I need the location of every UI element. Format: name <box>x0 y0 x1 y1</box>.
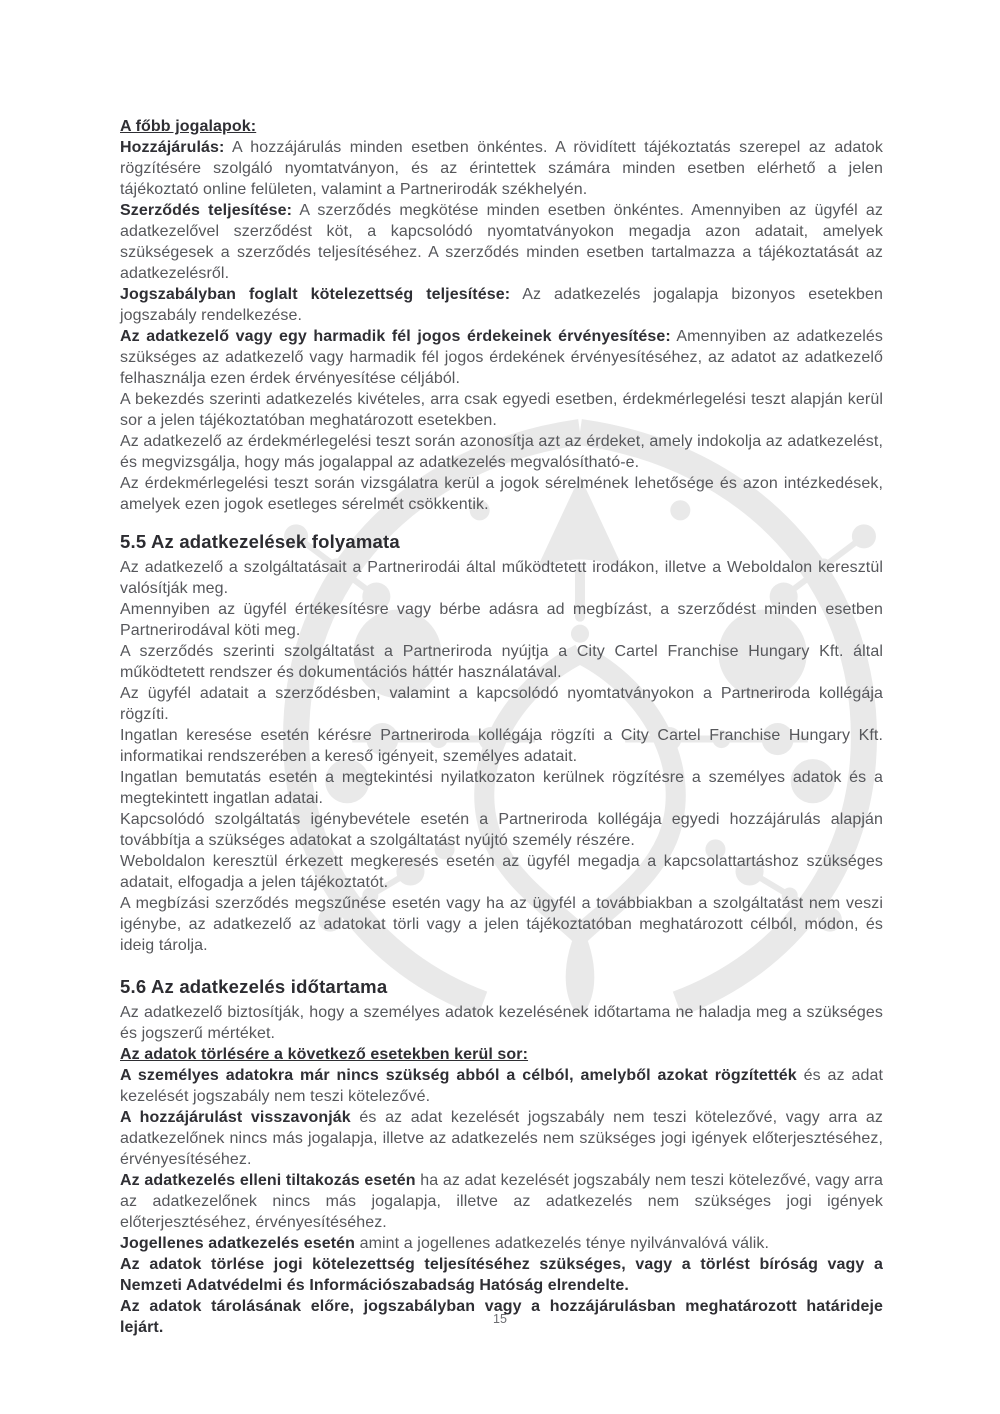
paragraph-text: Amennyiben az ügyfél értékesítésre vagy bérbe adásra ad megbízást, a szerződést minden esetben Partnerirodával köti meg. <box>120 601 883 639</box>
paragraph-text: ha az adat kezelését jogszabály nem teszi kötelezővé, vagy arra az adatkezelőnek nincs más jogalapja, illetve az adatkezelés nem szükséges jogi igények előterjesztéséhez, érvényesítéséhez. <box>120 1172 883 1231</box>
paragraph-text: és az adat kezelését jogszabály nem teszi kötelezővé, vagy arra az adatkezelőnek nincs más jogalapja, illetve az adatkezelés nem szükséges jogi igények előterjesztéséhez, érvényesítéséhez. <box>120 1109 883 1168</box>
paragraph <box>120 431 883 473</box>
paragraph-lead: A hozzájárulást visszavonják <box>120 1109 351 1126</box>
paragraph-lead: Jogellenes adatkezelés esetén <box>120 1235 356 1252</box>
paragraph <box>120 137 883 200</box>
paragraph <box>120 557 883 599</box>
paragraph-lead: Az adatkezelés elleni tiltakozás esetén <box>120 1172 416 1189</box>
paragraph-text: és az adat kezelését jogszabály nem teszi kötelezővé. <box>120 1067 883 1105</box>
paragraph-text: Amennyiben az adatkezelés szükséges az adatkezelő vagy harmadik fél jogos érdekének érvényesítéséhez, az adatot az adatkezelő felhasználja ezen érdek érvényesítése céljából. <box>120 328 883 387</box>
paragraph <box>120 1170 883 1233</box>
paragraph <box>120 683 883 725</box>
paragraph-lead: A személyes adatokra már nincs szükség abból a célból, amelyből azokat rögzítették <box>120 1067 797 1084</box>
paragraph-text: Az adatkezelő a szolgáltatásait a Partnerirodái által működtetett irodákon, illetve a Weboldalon keresztül valósítják meg. <box>120 559 883 597</box>
paragraph <box>120 284 883 326</box>
paragraph-lead: Az adatok törlése jogi kötelezettség teljesítéséhez szükséges, vagy a törlést bíróság vagy a Nemzeti Adatvédelmi és Információszabadság Hatóság elrendelte. <box>120 1256 883 1294</box>
page-number: 15 <box>493 1312 507 1326</box>
paragraph <box>120 1107 883 1170</box>
paragraph <box>120 1044 883 1065</box>
paragraph <box>120 599 883 641</box>
paragraph-text: A szerződés megkötése minden esetben önkéntes. Amennyiben az ügyfél az adatkezelővel szerződést köt, a kapcsolódó nyomtatványokon megadja azon adatait, amelyek szükségesek a szerződés teljesítéséhez. A szerződés minden esetben tartalmazza a tájékoztatását az adatkezelésről. <box>120 202 884 282</box>
paragraph-lead: Jogszabályban foglalt kötelezettség teljesítése: <box>120 286 511 303</box>
paragraph <box>120 893 883 956</box>
paragraph <box>120 1002 883 1044</box>
document-body <box>120 116 883 1338</box>
page-footer <box>0 1312 1000 1326</box>
paragraph-lead: Szerződés teljesítése: <box>120 202 293 219</box>
paragraph-text: Az adatkezelés jogalapja bizonyos esetekben jogszabály rendelkezése. <box>120 286 883 324</box>
paragraph <box>120 326 883 389</box>
paragraph-text: Weboldalon keresztül érkezett megkeresés esetén az ügyfél megadja a kapcsolattartáshoz szükséges adatait, elfogadja a jelen tájékoztatót. <box>120 853 883 891</box>
paragraph-text: Az adatkezelő biztosítják, hogy a személyes adatok kezelésének időtartama ne haladja meg a szükséges és jogszerű mértéket. <box>120 1004 883 1042</box>
paragraph <box>120 1065 883 1107</box>
paragraph <box>120 851 883 893</box>
paragraph <box>120 473 883 515</box>
intro-heading-text: A főbb jogalapok: <box>120 118 257 135</box>
paragraph <box>120 809 883 851</box>
paragraph-text: Ingatlan bemutatás esetén a megtekintési nyilatkozaton kerülnek rögzítésre a személyes adatok és a megtekintett ingatlan adatai. <box>120 769 883 807</box>
paragraph-lead: Az adatok törlésére a következő esetekben kerül sor: <box>120 1046 529 1063</box>
paragraph <box>120 725 883 767</box>
intro-heading <box>120 116 883 137</box>
paragraph-text: A szerződés szerinti szolgáltatást a Partneriroda nyújtja a City Cartel Franchise Hungary Kft. által működtetett rendszer és dokumentációs háttér használatával. <box>120 643 883 681</box>
paragraph-text: Kapcsolódó szolgáltatás igénybevétele esetén a Partneriroda kollégája egyedi hozzájárulás alapján továbbítja a szükséges adatokat a szolgáltatást nyújtó személy részére. <box>120 811 883 849</box>
paragraph-text: Az adatkezelő az érdekmérlegelési teszt során azonosítja azt az érdeket, amely indokolja az adatkezelést, és megvizsgálja, hogy más jogalappal az adatkezelés megvalósítható-e. <box>120 433 883 471</box>
paragraph <box>120 200 883 284</box>
paragraph-text: amint a jogellenes adatkezelés ténye nyilvánvalóvá válik. <box>355 1235 770 1252</box>
paragraph-text: Ingatlan keresése esetén kérésre Partneriroda kollégája rögzíti a City Cartel Franchise Hungary Kft. informatikai rendszerében a kereső igényeit, személyes adatait. <box>120 727 883 765</box>
paragraph <box>120 1254 883 1296</box>
paragraph-lead: Az adatkezelő vagy egy harmadik fél jogos érdekeinek érvényesítése: <box>120 328 671 345</box>
paragraph-text: Az ügyfél adatait a szerződésben, valamint a kapcsolódó nyomtatványokon a Partneriroda kollégája rögzíti. <box>120 685 883 723</box>
paragraph-text: A bekezdés szerinti adatkezelés kivételes, arra csak egyedi esetben, érdekmérlegelési teszt alapján kerül sor a jelen tájékoztatóban meghatározott esetekben. <box>120 391 883 429</box>
paragraph-lead: Az adatok tárolásának előre, jogszabályban vagy a hozzájárulásban meghatározott határideje lejárt. <box>120 1298 883 1336</box>
paragraph <box>120 641 883 683</box>
section-5-5-heading: 5.5 Az adatkezelések folyamata <box>120 531 400 552</box>
paragraph-text: A hozzájárulás minden esetben önkéntes. A rövidített tájékoztatás szerepel az adatok rögzítésére szolgáló nyomtatványon, és az érintettek számára minden esetben elérhető a jelen tájékoztató online felületen, valamint a Partnerirodák székhelyén. <box>120 139 883 198</box>
paragraph-text: A megbízási szerződés megszűnése esetén vagy ha az ügyfél a továbbiakban a szolgáltatást nem veszi igénybe, az adatkezelő az adatokat törli vagy a jelen tájékoztatóban meghatározott célból, módon, és ideig tárolja. <box>120 895 883 954</box>
paragraph-lead: Hozzájárulás: <box>120 139 225 156</box>
paragraph <box>120 1233 883 1254</box>
paragraph-text: Az érdekmérlegelési teszt során vizsgálatra kerül a jogok sérelmének lehetősége és azon intézkedések, amelyek ezen jogok esetleges sérelmét csökkentik. <box>120 475 883 513</box>
paragraph <box>120 389 883 431</box>
paragraph <box>120 767 883 809</box>
section-5-6-heading: 5.6 Az adatkezelés időtartama <box>120 976 388 997</box>
